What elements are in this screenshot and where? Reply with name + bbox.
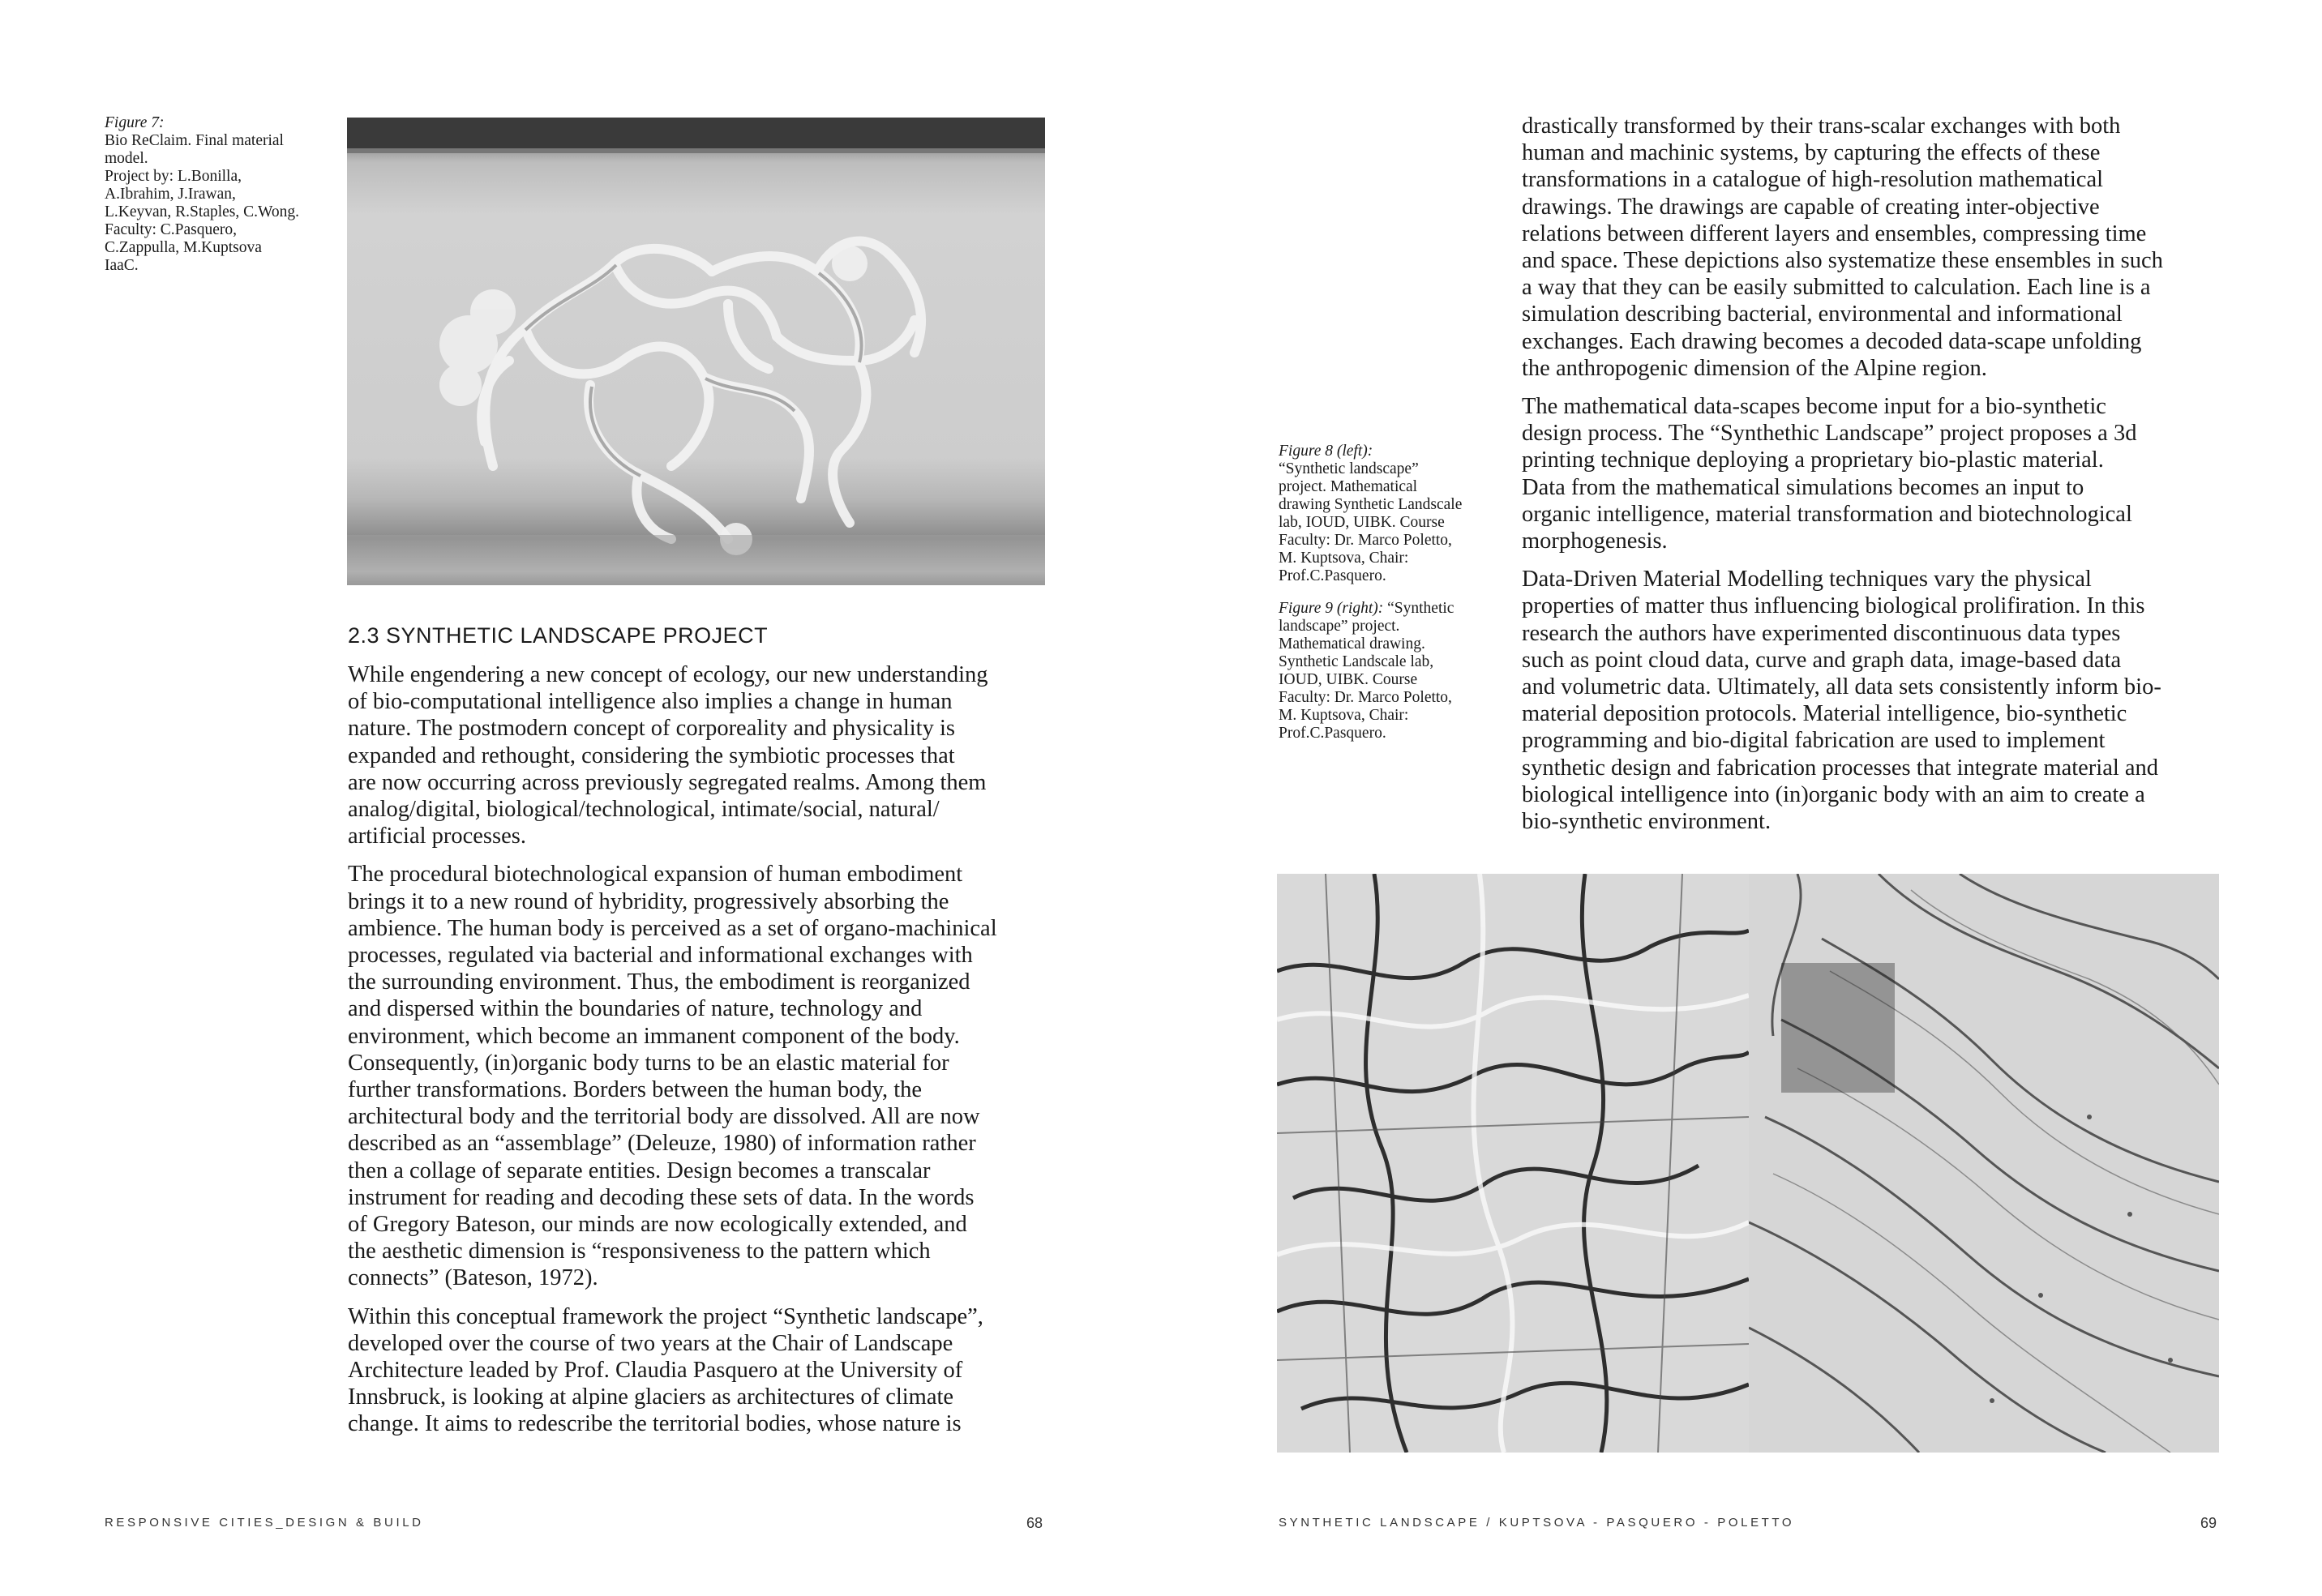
text-line: architectural body and the territorial body are dissolved. All are now <box>348 1104 980 1130</box>
figure8-caption-text <box>1279 460 1514 585</box>
text-line: Project by: L.Bonilla, <box>105 168 242 185</box>
text-line: M. Kuptsova, Chair: <box>1279 550 1409 567</box>
figure8-image <box>1277 874 1749 1453</box>
right-paragraph-2 <box>1522 393 2235 554</box>
text-line: the surrounding environment. Thus, the embodiment is reorganized <box>348 969 970 995</box>
section-heading: 2.3 SYNTHETIC LANDSCAPE PROJECT <box>348 623 769 648</box>
text-line: further transformations. Borders between the human body, the <box>348 1077 923 1103</box>
left-body-text <box>348 661 1061 1438</box>
text-line: A.Ibrahim, J.Irawan, <box>105 186 236 203</box>
text-line: connects” (Bateson, 1972). <box>348 1265 598 1291</box>
text-line: transformations in a catalogue of high-resolution mathematical <box>1522 167 2104 193</box>
coral-sculpture-graphic <box>347 118 1045 585</box>
text-line: a way that they can be easily submitted to calculation. Each line is a <box>1522 275 2151 301</box>
text-line: C.Zappulla, M.Kuptsova <box>105 239 262 256</box>
text-line: simulation describing bacterial, environmental and informational <box>1522 302 2123 327</box>
text-line: M. Kuptsova, Chair: <box>1279 707 1409 724</box>
text-line: morphogenesis. <box>1522 528 1668 554</box>
mathematical-drawing-right-graphic <box>1749 874 2219 1453</box>
figure9-caption <box>1279 600 1514 742</box>
text-line: lab, IOUD, UIBK. Course <box>1279 514 1445 531</box>
text-line: project. Mathematical <box>1279 478 1418 495</box>
text-line: and volumetric data. Ultimately, all data sets consistently inform bio- <box>1522 674 2161 700</box>
text-line: nature. The postmodern concept of corporeality and physicality is <box>348 716 955 742</box>
right-page-number: 69 <box>2200 1515 2217 1531</box>
figure7-caption <box>105 114 332 275</box>
text-line: biological intelligence into (in)organic body with an aim to create a <box>1522 781 2145 807</box>
text-line: Consequently, (in)organic body turns to be an elastic material for <box>348 1050 949 1076</box>
text-line: relations between different layers and ensembles, compressing time <box>1522 220 2147 246</box>
text-line: processes, regulated via bacterial and informational exchanges with <box>348 943 973 969</box>
figure7-label: Figure 7: <box>105 114 165 131</box>
text-line: described as an “assemblage” (Deleuze, 1980) of information rather <box>348 1131 976 1157</box>
text-line: Faculty: Dr. Marco Poletto, <box>1279 532 1452 549</box>
text-line: are now occurring across previously segregated realms. Among them <box>348 769 987 795</box>
text-line: Data-Driven Material Modelling techniques vary the physical <box>1522 567 2092 593</box>
figure9-caption-first-line: “Synthetic <box>1383 600 1454 617</box>
text-line: artificial processes. <box>348 824 526 849</box>
text-line: programming and bio-digital fabrication are used to implement <box>1522 728 2106 754</box>
text-line: expanded and rethought, considering the symbiotic processes that <box>348 742 955 768</box>
text-line: of Gregory Bateson, our minds are now ecologically extended, and <box>348 1212 967 1238</box>
mathematical-drawing-left-graphic <box>1277 874 1749 1453</box>
figure7-image <box>347 118 1045 585</box>
text-line: research the authors have experimented discontinuous data types <box>1522 620 2121 646</box>
text-line: synthetic design and fabrication processes that integrate material and <box>1522 755 2159 781</box>
text-line: The mathematical data-scapes become input for a bio-synthetic <box>1522 394 2106 420</box>
text-line: human and machinic systems, by capturing the effects of these <box>1522 140 2101 166</box>
text-line: change. It aims to redescribe the territorial bodies, whose nature is <box>348 1411 962 1437</box>
text-line: instrument for reading and decoding these sets of data. In the words <box>348 1184 975 1210</box>
text-line: exchanges. Each drawing becomes a decoded data-scape unfolding <box>1522 328 2142 354</box>
text-line: properties of matter thus influencing biological prolifiration. In this <box>1522 593 2145 619</box>
right-body-text <box>1522 113 2235 835</box>
text-line: material deposition protocols. Material intelligence, bio-synthetic <box>1522 701 2127 727</box>
text-line: analog/digital, biological/technological, intimate/social, natural/ <box>348 797 940 823</box>
text-line: ambience. The human body is perceived as a set of organo-machinical <box>348 915 997 941</box>
figure7-caption-text <box>105 132 332 275</box>
left-paragraph-1 <box>348 661 1061 849</box>
text-line: Within this conceptual framework the project “Synthetic landscape”, <box>348 1303 983 1329</box>
text-line: Mathematical drawing. <box>1279 635 1425 653</box>
left-page-number: 68 <box>1026 1515 1043 1531</box>
text-line: Prof.C.Pasquero. <box>1279 725 1386 742</box>
text-line: “Synthetic landscape” <box>1279 460 1419 477</box>
text-line: then a collage of separate entities. Design becomes a transcalar <box>348 1157 931 1183</box>
text-line: L.Keyvan, R.Staples, C.Wong. <box>105 203 299 220</box>
text-line: printing technique deploying a proprietary bio-plastic material. <box>1522 447 2104 473</box>
text-line: the aesthetic dimension is “responsiveness to the pattern which <box>348 1239 931 1264</box>
figure9-label: Figure 9 (right): <box>1279 600 1384 617</box>
text-line: bio-synthetic environment. <box>1522 809 1771 835</box>
text-line: Data from the mathematical simulations becomes an input to <box>1522 474 2084 500</box>
text-line: Innsbruck, is looking at alpine glaciers as architectures of climate <box>348 1384 954 1410</box>
text-line: IOUD, UIBK. Course <box>1279 671 1418 688</box>
text-line: Prof.C.Pasquero. <box>1279 567 1386 584</box>
text-line: landscape” project. <box>1279 618 1400 635</box>
text-line: The procedural biotechnological expansion of human embodiment <box>348 862 963 888</box>
text-line: Architecture leaded by Prof. Claudia Pasquero at the University of <box>348 1358 963 1384</box>
text-line: While engendering a new concept of ecology, our new understanding <box>348 662 988 687</box>
figure8-label: Figure 8 (left): <box>1279 443 1373 460</box>
text-line: Synthetic Landscale lab, <box>1279 653 1434 670</box>
text-line: and space. These depictions also systematize these ensembles in such <box>1522 248 2163 274</box>
text-line: design process. The “Synthethic Landscape” project proposes a 3d <box>1522 421 2137 447</box>
text-line: Faculty: Dr. Marco Poletto, <box>1279 689 1452 706</box>
right-paragraph-3 <box>1522 566 2235 835</box>
text-line: of bio-computational intelligence also implies a change in human <box>348 689 953 715</box>
figure8-9-captions <box>1279 443 1514 742</box>
text-line: organic intelligence, material transformation and biotechnological <box>1522 501 2132 527</box>
figure9-image <box>1749 874 2219 1453</box>
text-line: developed over the course of two years at the Chair of Landscape <box>348 1330 953 1356</box>
right-footer: SYNTHETIC LANDSCAPE / KUPTSOVA - PASQUERO - POLETTO <box>1279 1516 1795 1530</box>
text-line: Faculty: C.Pasquero, <box>105 221 238 238</box>
text-line: drawings. The drawings are capable of creating inter-objective <box>1522 194 2100 220</box>
text-line: brings it to a new round of hybridity, progressively absorbing the <box>348 888 949 914</box>
text-line: drawing Synthetic Landscale <box>1279 496 1463 513</box>
figure9-caption-text <box>1279 618 1514 742</box>
text-line: such as point cloud data, curve and graph data, image-based data <box>1522 647 2122 673</box>
left-paragraph-3 <box>348 1303 1061 1438</box>
text-line: model. <box>105 150 148 167</box>
text-line: drastically transformed by their trans-scalar exchanges with both <box>1522 113 2121 139</box>
right-paragraph-1 <box>1522 113 2235 382</box>
left-footer: RESPONSIVE CITIES_DESIGN & BUILD <box>105 1516 424 1530</box>
figure8-caption <box>1279 443 1514 585</box>
text-line: and dispersed within the boundaries of nature, technology and <box>348 996 923 1022</box>
text-line: IaaC. <box>105 257 139 274</box>
text-line: Bio ReClaim. Final material <box>105 132 284 149</box>
text-line: environment, which become an immanent component of the body. <box>348 1023 960 1049</box>
text-line: the anthropogenic dimension of the Alpine region. <box>1522 355 1987 381</box>
left-paragraph-2 <box>348 861 1061 1291</box>
